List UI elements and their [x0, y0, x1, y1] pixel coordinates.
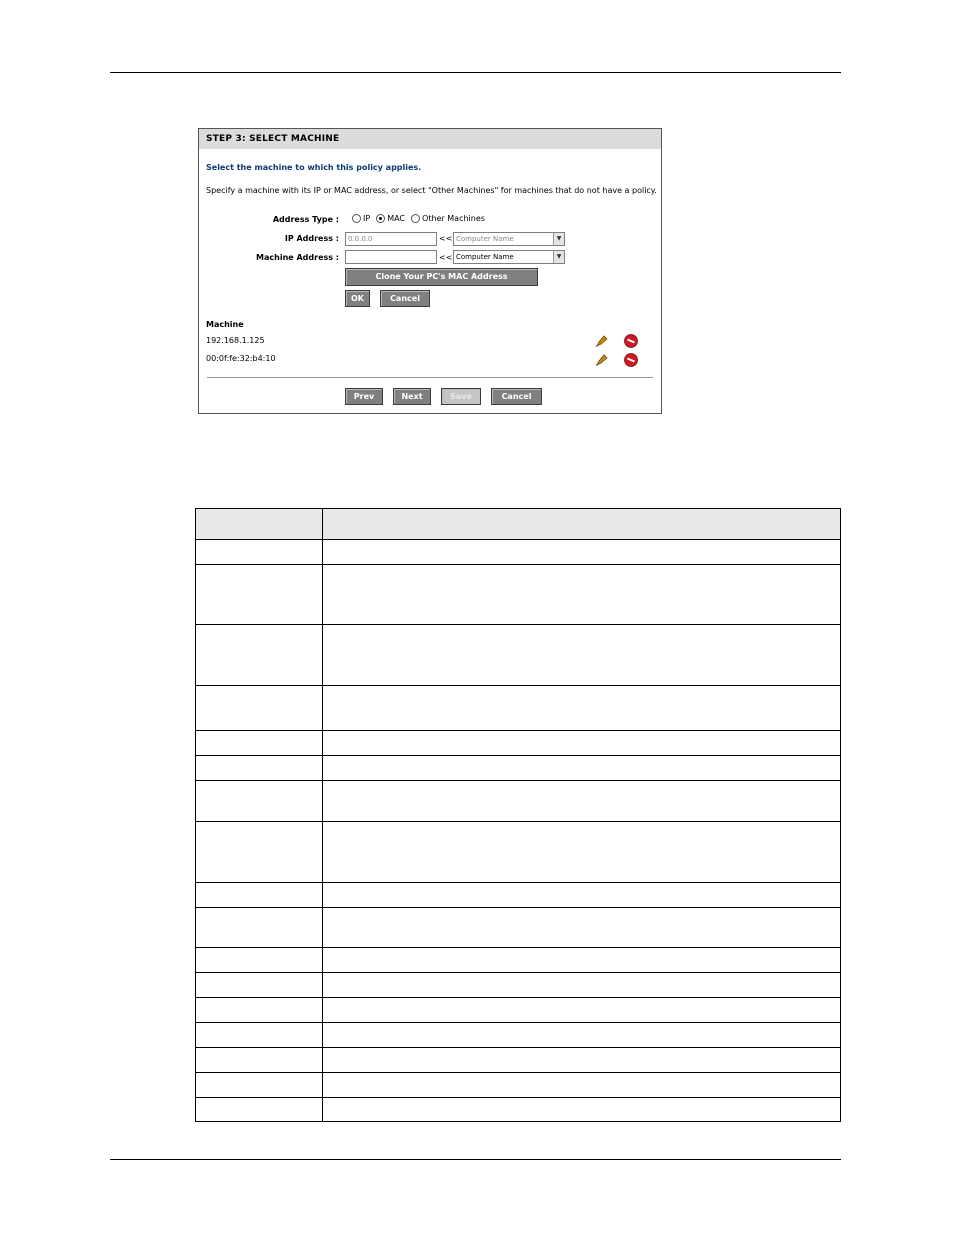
radio-other-machines-label: Other Machines	[422, 214, 485, 223]
select-machine-panel	[198, 128, 662, 414]
table-row	[196, 998, 841, 1023]
ok-button[interactable]: OK	[345, 290, 370, 307]
radio-other-machines[interactable]	[411, 214, 420, 223]
ip-copy-arrows[interactable]: <<	[439, 234, 453, 243]
clone-mac-button[interactable]: Clone Your PC's MAC Address	[345, 268, 538, 286]
table-row	[196, 781, 841, 822]
machine-address-label: Machine Address :	[256, 253, 339, 262]
radio-mac[interactable]	[376, 214, 385, 223]
bottom-rule	[110, 1159, 841, 1160]
ip-computer-name-select[interactable]	[453, 232, 565, 246]
table-row	[196, 625, 841, 686]
ip-address-input[interactable]: 0.0.0.0	[345, 232, 437, 246]
address-type-radio-group	[348, 214, 485, 223]
wizard-cancel-button[interactable]: Cancel	[491, 388, 542, 405]
top-rule	[110, 72, 841, 73]
mac-copy-arrows[interactable]: <<	[439, 253, 453, 262]
table-row	[196, 973, 841, 998]
table-header-row	[196, 509, 841, 540]
address-type-label: Address Type :	[272, 215, 339, 224]
specify-text: Specify a machine with its IP or MAC address, or select "Other Machines" for machines that do not have a policy.	[206, 186, 657, 195]
delete-icon[interactable]	[624, 334, 638, 348]
description-table	[195, 508, 841, 1122]
delete-icon[interactable]	[624, 353, 638, 367]
table-row	[196, 1048, 841, 1073]
table-row	[196, 1098, 841, 1122]
cancel-button[interactable]: Cancel	[380, 290, 430, 307]
machine-entry: 192.168.1.125	[206, 336, 265, 345]
radio-ip[interactable]	[352, 214, 361, 223]
chevron-down-icon: ▼	[553, 233, 564, 245]
chevron-down-icon: ▼	[553, 251, 564, 263]
table-row	[196, 540, 841, 565]
table-row	[196, 948, 841, 973]
mac-computer-name-select[interactable]	[453, 250, 565, 264]
table-row	[196, 883, 841, 908]
panel-title: STEP 3: SELECT MACHINE	[199, 129, 661, 149]
edit-icon[interactable]	[594, 334, 608, 348]
prev-button[interactable]: Prev	[345, 388, 383, 405]
ip-address-label: IP Address :	[284, 234, 339, 243]
table-row	[196, 908, 841, 948]
radio-mac-label: MAC	[387, 214, 406, 223]
machine-address-input[interactable]	[345, 250, 437, 264]
divider	[207, 377, 653, 378]
radio-ip-label: IP	[363, 214, 371, 223]
table-row	[196, 731, 841, 756]
edit-icon[interactable]	[594, 353, 608, 367]
save-button[interactable]: Save	[441, 388, 481, 405]
table-row	[196, 1023, 841, 1048]
table-row	[196, 822, 841, 883]
table-row	[196, 756, 841, 781]
table-row	[196, 686, 841, 731]
mac-select-value: Computer Name	[456, 253, 514, 261]
next-button[interactable]: Next	[393, 388, 431, 405]
machine-entry: 00:0f:fe:32:b4:10	[206, 354, 276, 363]
ip-select-value: Computer Name	[456, 235, 514, 243]
table-row	[196, 1073, 841, 1098]
machine-list-heading: Machine	[206, 320, 244, 329]
table-row	[196, 565, 841, 625]
instruction-text: Select the machine to which this policy applies.	[206, 163, 422, 172]
